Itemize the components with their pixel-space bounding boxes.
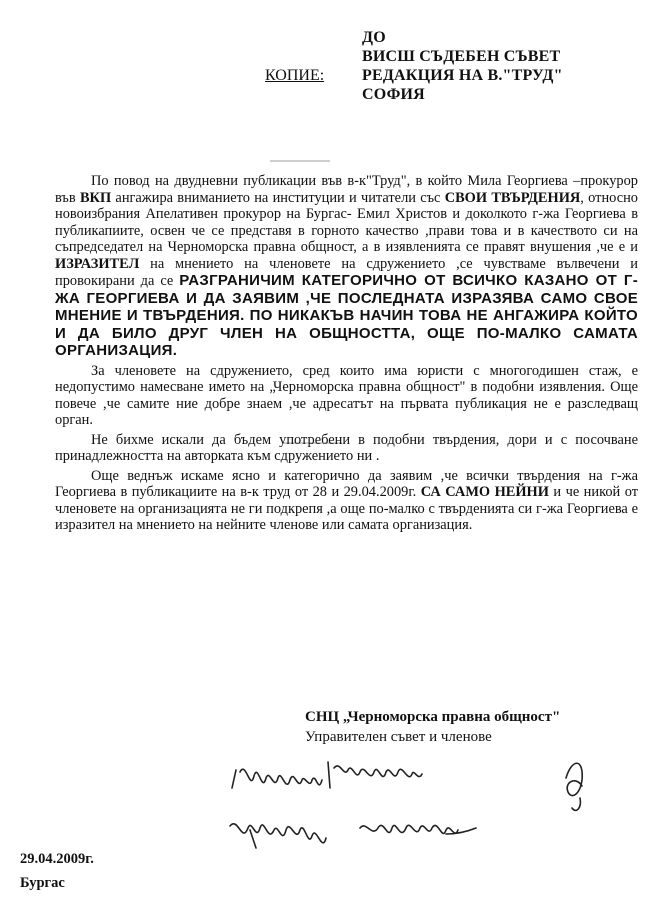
scan-artifact xyxy=(270,160,330,162)
letter-date: 29.04.2009г. xyxy=(20,851,94,867)
addressee-line-3: СОФИЯ xyxy=(362,86,425,103)
letter-footer xyxy=(20,847,94,895)
addressee-block xyxy=(362,28,563,104)
p1-bold-claims: СВОИ ТВЪРДЕНИЯ xyxy=(444,189,581,206)
addressee-to: ДО xyxy=(362,29,386,46)
paragraph-4 xyxy=(55,468,638,534)
p4-text-a: Още веднъж искаме ясно и категорично да заявим ,че всички твърдения на г-жа Георгиева в публикациите на в-к труд от 28 и 29.04.2009г. xyxy=(55,467,638,500)
p1-text-d: , относно новоизбрания Апелативен прокурор на Бургас- Емил Христов и доколкото г-жа Георгиева в публикапиите, освен че се представя в горното качество ,прави това и в качеството си на съпредседател на Черноморска правна общност, а в изявленията се правят внушения ,че е и xyxy=(55,189,638,255)
organization-name: СНЦ „Черноморска правна общност" xyxy=(305,709,561,725)
addressee-line-2: РЕДАКЦИЯ НА В."ТРУД" xyxy=(362,67,563,84)
p1-bold-vkp: ВКП xyxy=(79,189,112,206)
p1-bold-exponent: ИЗРАЗИТЕЛ xyxy=(55,255,140,272)
organization-subtitle: Управителен съвет и членове xyxy=(305,729,492,745)
signature-block xyxy=(305,707,560,747)
paragraph-2: За членовете на сдружението, сред които има юристи с многогодишен стаж, е недопустимо намесване името на „Черноморска правна общност" в подобни изявления. Още повече ,че самите ние добре знаем ,че адресатът на първата публикация не е разследващ орган. xyxy=(55,362,638,428)
addressee-line-1: ВИСШ СЪДЕБЕН СЪВЕТ xyxy=(362,48,561,65)
signature-mark xyxy=(566,763,582,810)
p1-text-c: ангажира вниманието на институции и читатели със xyxy=(111,189,445,206)
p1-text-a: По повод на двудневни публикации във в-к"Труд", в който Мила Георгиева –прокурор във xyxy=(55,173,638,206)
copy-label: КОПИЕ: xyxy=(265,67,325,84)
paragraph-3: Не бихме искали да бъдем употребени в подобни твърдения, дори и с посочване принадлежността на авторката към сдружението ни . xyxy=(55,431,638,464)
handwritten-signatures xyxy=(210,748,630,868)
letter-city: Бургас xyxy=(20,875,65,891)
p4-text-c: и че никой от членовете на организацията не ги подкрепя ,а още по-малко с твърденията си г-жа Георгиева е изразител на мнението на нейните членове или самата организация. xyxy=(55,484,639,533)
paragraph-1 xyxy=(55,173,638,360)
p1-text-e: на мнението на членовете на сдружението ,се чувстваме вълвечени и провокирани да се xyxy=(55,255,638,289)
signature-line-2 xyxy=(230,824,476,848)
letter-body xyxy=(55,173,638,534)
p4-bold-only-hers: СА САМО НЕЙНИ xyxy=(420,484,549,500)
p1-caps-statement: РАЗГРАНИЧИМ КАТЕГОРИЧНО ОТ ВСИЧКО КАЗАНО ОТ Г-ЖА ГЕОРГИЕВА И ДА ЗАЯВИМ ,ЧЕ ПОСЛЕДНАТА ИЗРАЗЯВА САМО СВОЕ МНЕНИЕ И ТВЪРДЕНИЯ. ПО НИКАКЪВ НАЧИН ТОВА НЕ АНГАЖИРА КОЙТО И ДА БИЛО ДРУГ ЧЛЕН НА ОБЩНОСТТА, ОЩЕ ПО-МАЛКО САМАТА ОРГАНИЗАЦИЯ. xyxy=(55,272,638,359)
signature-line-1 xyxy=(232,762,422,788)
